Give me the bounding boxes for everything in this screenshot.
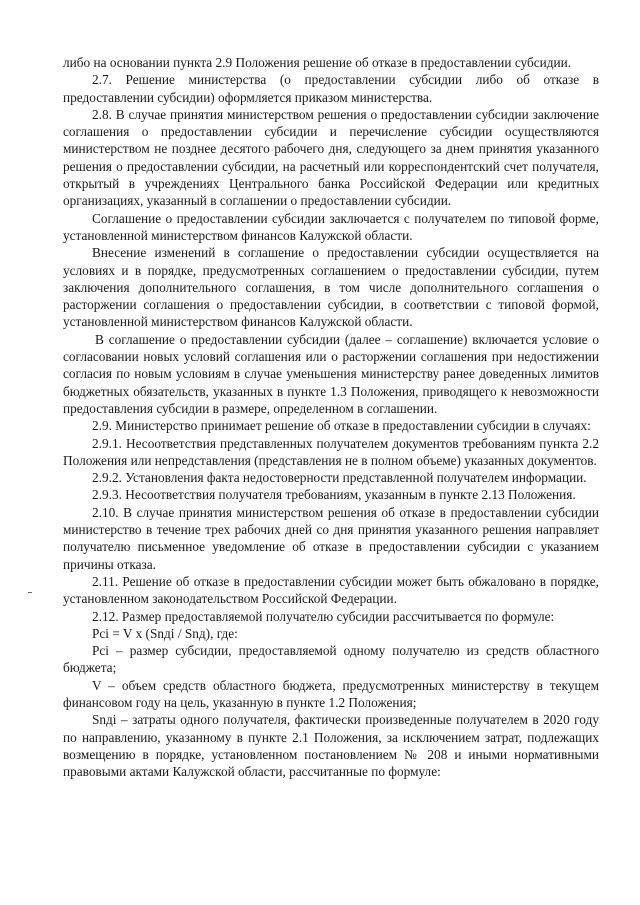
paragraph-agreement-form: Соглашение о предоставлении субсидии заключается с получателем по типовой форме, установленной министерством финансов Калужской области. (63, 210, 599, 243)
paragraph-2-7: 2.7. Решение министерства (о предоставлении субсидии либо об отказе в предоставлении субсидии) оформляется приказом министерства. (63, 72, 599, 105)
definition-v: V – объем средств областного бюджета, предусмотренных министерству в текущем финансовом году на цель, указанную в пункте 1.2 Положения; (63, 677, 599, 710)
paragraph-2-10: 2.10. В случае принятия министерством решения об отказе в предоставлении субсидии министерство в течение трех рабочих дней со дня принятия указанного решения направляет получателю письменное уведомление об отказе в предоставлении субсидии с указанием причины отказа. (63, 504, 599, 572)
margin-mark (28, 592, 32, 593)
paragraph-2-9-3: 2.9.3. Несоответствия получателя требованиям, указанным в пункте 2.13 Положения. (92, 487, 576, 503)
paragraph-2-9-2: 2.9.2. Установления факта недостоверности представленной получателем информации. (92, 470, 587, 486)
paragraph-2-9: 2.9. Министерство принимает решение об отказе в предоставлении субсидии в случаях: (92, 418, 591, 434)
paragraph-continuation: либо на основании пункта 2.9 Положения решение об отказе в предоставлении субсидии. (63, 55, 572, 70)
definition-snd: Snдi – затраты одного получателя, фактически произведенные получателем в 2020 году по направлению, указанному в пункте 2.1 Положения, за исключением затрат, подлежащих возмещению в порядке, установленном постановлением № 208 и иными нормативными правовыми актами Калужской области, рассчитанные по формуле: (63, 712, 599, 780)
paragraph-2-8: 2.8. В случае принятия министерством решения о предоставлении субсидии заключение соглашения о предоставлении субсидии и перечисление субсидии осуществляются министерством не позднее десятого рабочего дня, следующего за днем принятия указанного решения о предоставлении субсидии, на расчетный или корреспондентский счет получателя, открытый в учреждениях Центрального банка Российской Федерации или кредитных организациях, указанный в соглашении о предоставлении субсидии. (63, 106, 599, 209)
paragraph-2-12: 2.12. Размер предоставляемой получателю субсидии рассчитывается по формуле: (92, 608, 555, 624)
paragraph-2-11: 2.11. Решение об отказе в предоставлении субсидии может быть обжаловано в порядке, установленном законодательством Российской Федерации. (63, 573, 599, 607)
definition-pci: Pci – размер субсидии, предоставляемой одному получателю из средств областного бюджета; (63, 643, 599, 676)
paragraph-2-9-1: 2.9.1. Несоответствия представленных получателем документов требованиям пункта 2.2 Положения или непредставления (представления не в полном объеме) указанных документов. (63, 435, 599, 468)
paragraph-agreement-conditions: В соглашение о предоставлении субсидии (далее – соглашение) включается условие о согласовании новых условий соглашения или о расторжении соглашения при недостижении согласия по новым условиям в случае уменьшения министерству ранее доведенных лимитов бюджетных обязательств, указанных в пункте 1.3 Положения, приводящего к невозможности предоставления субсидии в размере, определенном в соглашении. (63, 331, 599, 416)
document-page (63, 54, 599, 780)
formula-line: Pci = V x (Snдi / Snд), где: (92, 625, 238, 641)
paragraph-agreement-changes: Внесение изменений в соглашение о предоставлении субсидии осуществляется на условиях и в порядке, предусмотренных соглашением о предоставлении субсидии, путем заключения дополнительного соглашения, в том числе дополнительного соглашения о расторжении соглашения о предоставлении субсидии, в соответствии с типовой формой, установленной министерством финансов Калужской области. (63, 245, 599, 330)
